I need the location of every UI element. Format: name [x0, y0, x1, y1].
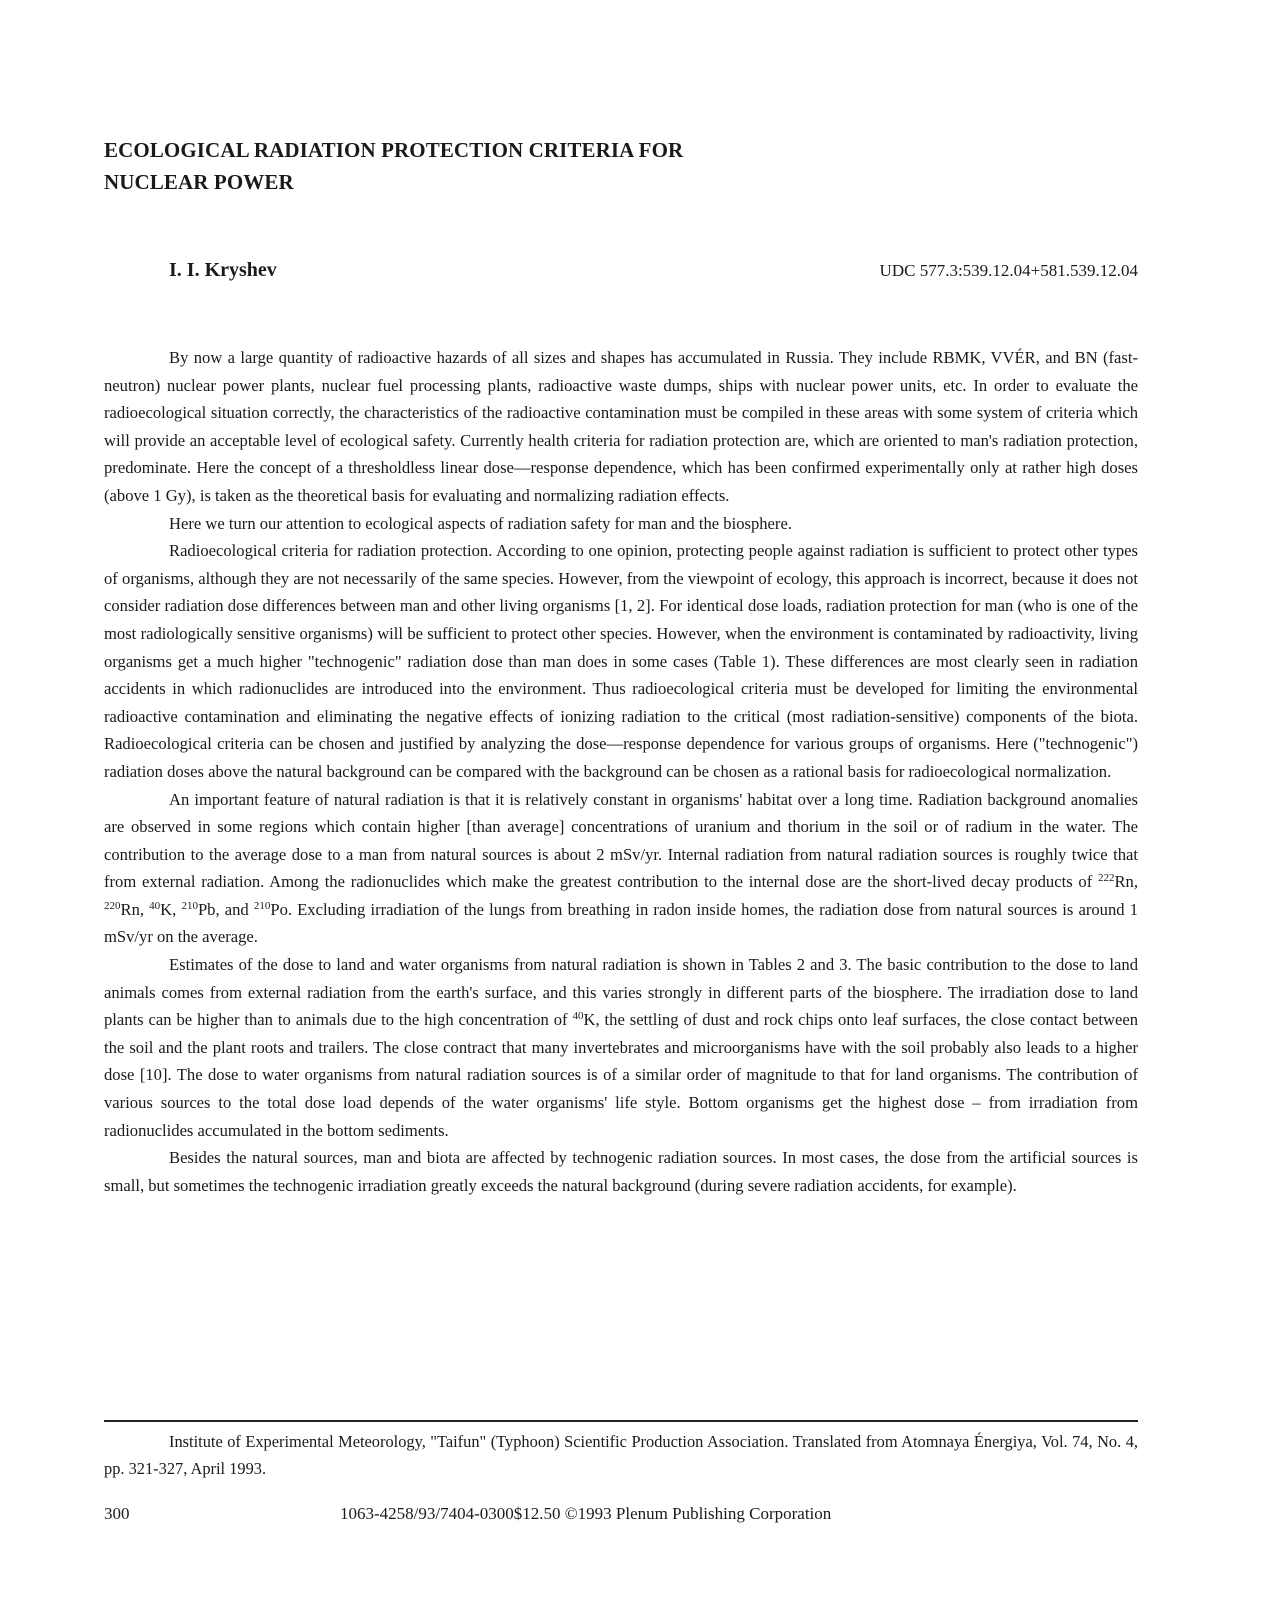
udc-code: UDC 577.3:539.12.04+581.539.12.04 [879, 261, 1138, 280]
paragraph-4 [104, 786, 1138, 952]
affiliation-footnote [104, 1428, 1138, 1482]
article-body [104, 344, 1138, 1199]
page-number: 300 [104, 1504, 130, 1523]
footnote-divider [104, 1420, 1138, 1422]
isotope-k40-mass: 40 [149, 899, 161, 912]
author-name: I. I. Kryshev [169, 259, 277, 281]
isotope-rn220-element: Rn, [120, 899, 150, 919]
paragraph-1: By now a large quantity of radioactive hazards of all sizes and shapes has accumulated in Russia. They include RBMK, VVÉR, and BN (fast-neutron) nuclear power plants, nuclear fuel processing plants, radioactive waste dumps, ships with nuclear power units, etc. In order to evaluate the radioecological situation correctly, the characteristics of the radioactive contamination must be compiled in these areas with some system of criteria which will provide an acceptable level of ecological safety. Currently health criteria for radiation protection are, which are oriented to man's radiation protection, predominate. Here the concept of a thresholdless linear dose—response dependence, which has been confirmed experimentally only at rather high doses (above 1 Gy), is taken as the theoretical basis for evaluating and normalizing radiation effects. [104, 348, 1138, 505]
article-page [104, 0, 1138, 1607]
paragraph-3: Radioecological criteria for radiation protection. According to one opinion, protecting people against radiation is sufficient to protect other types of organisms, although they are not necessarily of the same species. However, from the viewpoint of ecology, this approach is incorrect, because it does not consider radiation dose differences between man and other living organisms [1, 2]. For identical dose loads, radiation protection for man (who is one of the most radiologically sensitive organisms) will be sufficient to protect other species. However, when the environment is contaminated by radioactivity, living organisms get a much higher "technogenic" radiation dose than man does in some cases (Table 1). These differences are most clearly seen in radiation accidents in which radionuclides are introduced into the environment. Thus radioecological criteria must be developed for limiting the environmental radioactive contamination and eliminating the negative effects of ionizing radiation to the critical (most radiation-sensitive) components of the biota. Radioecological criteria can be chosen and justified by analyzing the dose—response dependence for various groups of organisms. Here ("technogenic") radiation doses above the natural background can be compared with the background can be chosen as a rational basis for radioecological normalization. [104, 541, 1138, 781]
paragraph-6: Besides the natural sources, man and biota are affected by technogenic radiation sources. In most cases, the dose from the artificial sources is small, but sometimes the technogenic irradiation greatly exceeds the natural background (during severe radiation accidents, for example). [104, 1148, 1138, 1195]
isotope-pb210-element: Pb, and [197, 899, 254, 919]
title-line-1: ECOLOGICAL RADIATION PROTECTION CRITERIA FOR [104, 138, 684, 162]
isotope-pb210-mass: 210 [181, 899, 198, 912]
footnote-text: Institute of Experimental Meteorology, "Taifun" (Typhoon) Scientific Production Association. Translated from Atomnaya Énergiya, Vol. 74, No. 4, pp. 321-327, April 1993. [104, 1432, 1138, 1478]
paragraph-5-text-a: Estimates of the dose to land and water organisms from natural radiation is shown in Tables 2 and 3. The basic contribution to the dose to land animals comes from external radiation from the earth's surface, and this varies strongly in different parts of the biosphere. The irradiation dose to land plants can be higher than to animals due to the high concentration of [104, 955, 1138, 1030]
paragraph-2: Here we turn our attention to ecological aspects of radiation safety for man and the biosphere. [169, 513, 792, 533]
paragraph-4-text-a: An important feature of natural radiation is that it is relatively constant in organisms' habitat over a long time. Radiation background anomalies are observed in some regions which contain higher [than average] concentrations of uranium and thorium in the soil or of radium in the water. The contribution to the average dose to a man from natural sources is about 2 mSv/yr. Internal radiation from natural radiation sources is roughly twice that from external radiation. Among the radionuclides which make the greatest contribution to the internal dose are the short-lived decay products of [104, 789, 1138, 892]
isotope-rn222-mass: 222 [1097, 872, 1115, 885]
isotope-rn222-element: Rn, [1114, 872, 1138, 892]
title-line-2: NUCLEAR POWER [104, 170, 294, 194]
paragraph-5 [104, 951, 1138, 1144]
article-title [104, 134, 804, 198]
isotope-rn220-mass: 220 [104, 899, 121, 912]
paragraph-4-text-b: Po. Excluding irradiation of the lungs from breathing in radon inside homes, the radiation dose from natural sources is around 1 mSv/yr on the average. [104, 899, 1139, 947]
paragraph-5-text-b: K, the settling of dust and rock chips onto leaf surfaces, the close contact between the soil and the plant roots and trailers. The close contract that many invertebrates and microorganisms have with the soil probably also leads to a higher dose [10]. The dose to water organisms from natural radiation sources is of a similar order of magnitude to that for land organisms. The contribution of various sources to the total dose load depends of the water organisms' life style. Bottom organisms get the highest dose – from irradiation from radionuclides accumulated in the bottom sediments. [104, 1010, 1138, 1140]
isotope-k40-element: K, [160, 899, 182, 919]
isotope-k40-mass-2: 40 [572, 1010, 584, 1023]
isotope-po210-mass: 210 [253, 899, 271, 912]
publication-info: 1063-4258/93/7404-0300$12.50 ©1993 Plenum Publishing Corporation [340, 1504, 832, 1523]
